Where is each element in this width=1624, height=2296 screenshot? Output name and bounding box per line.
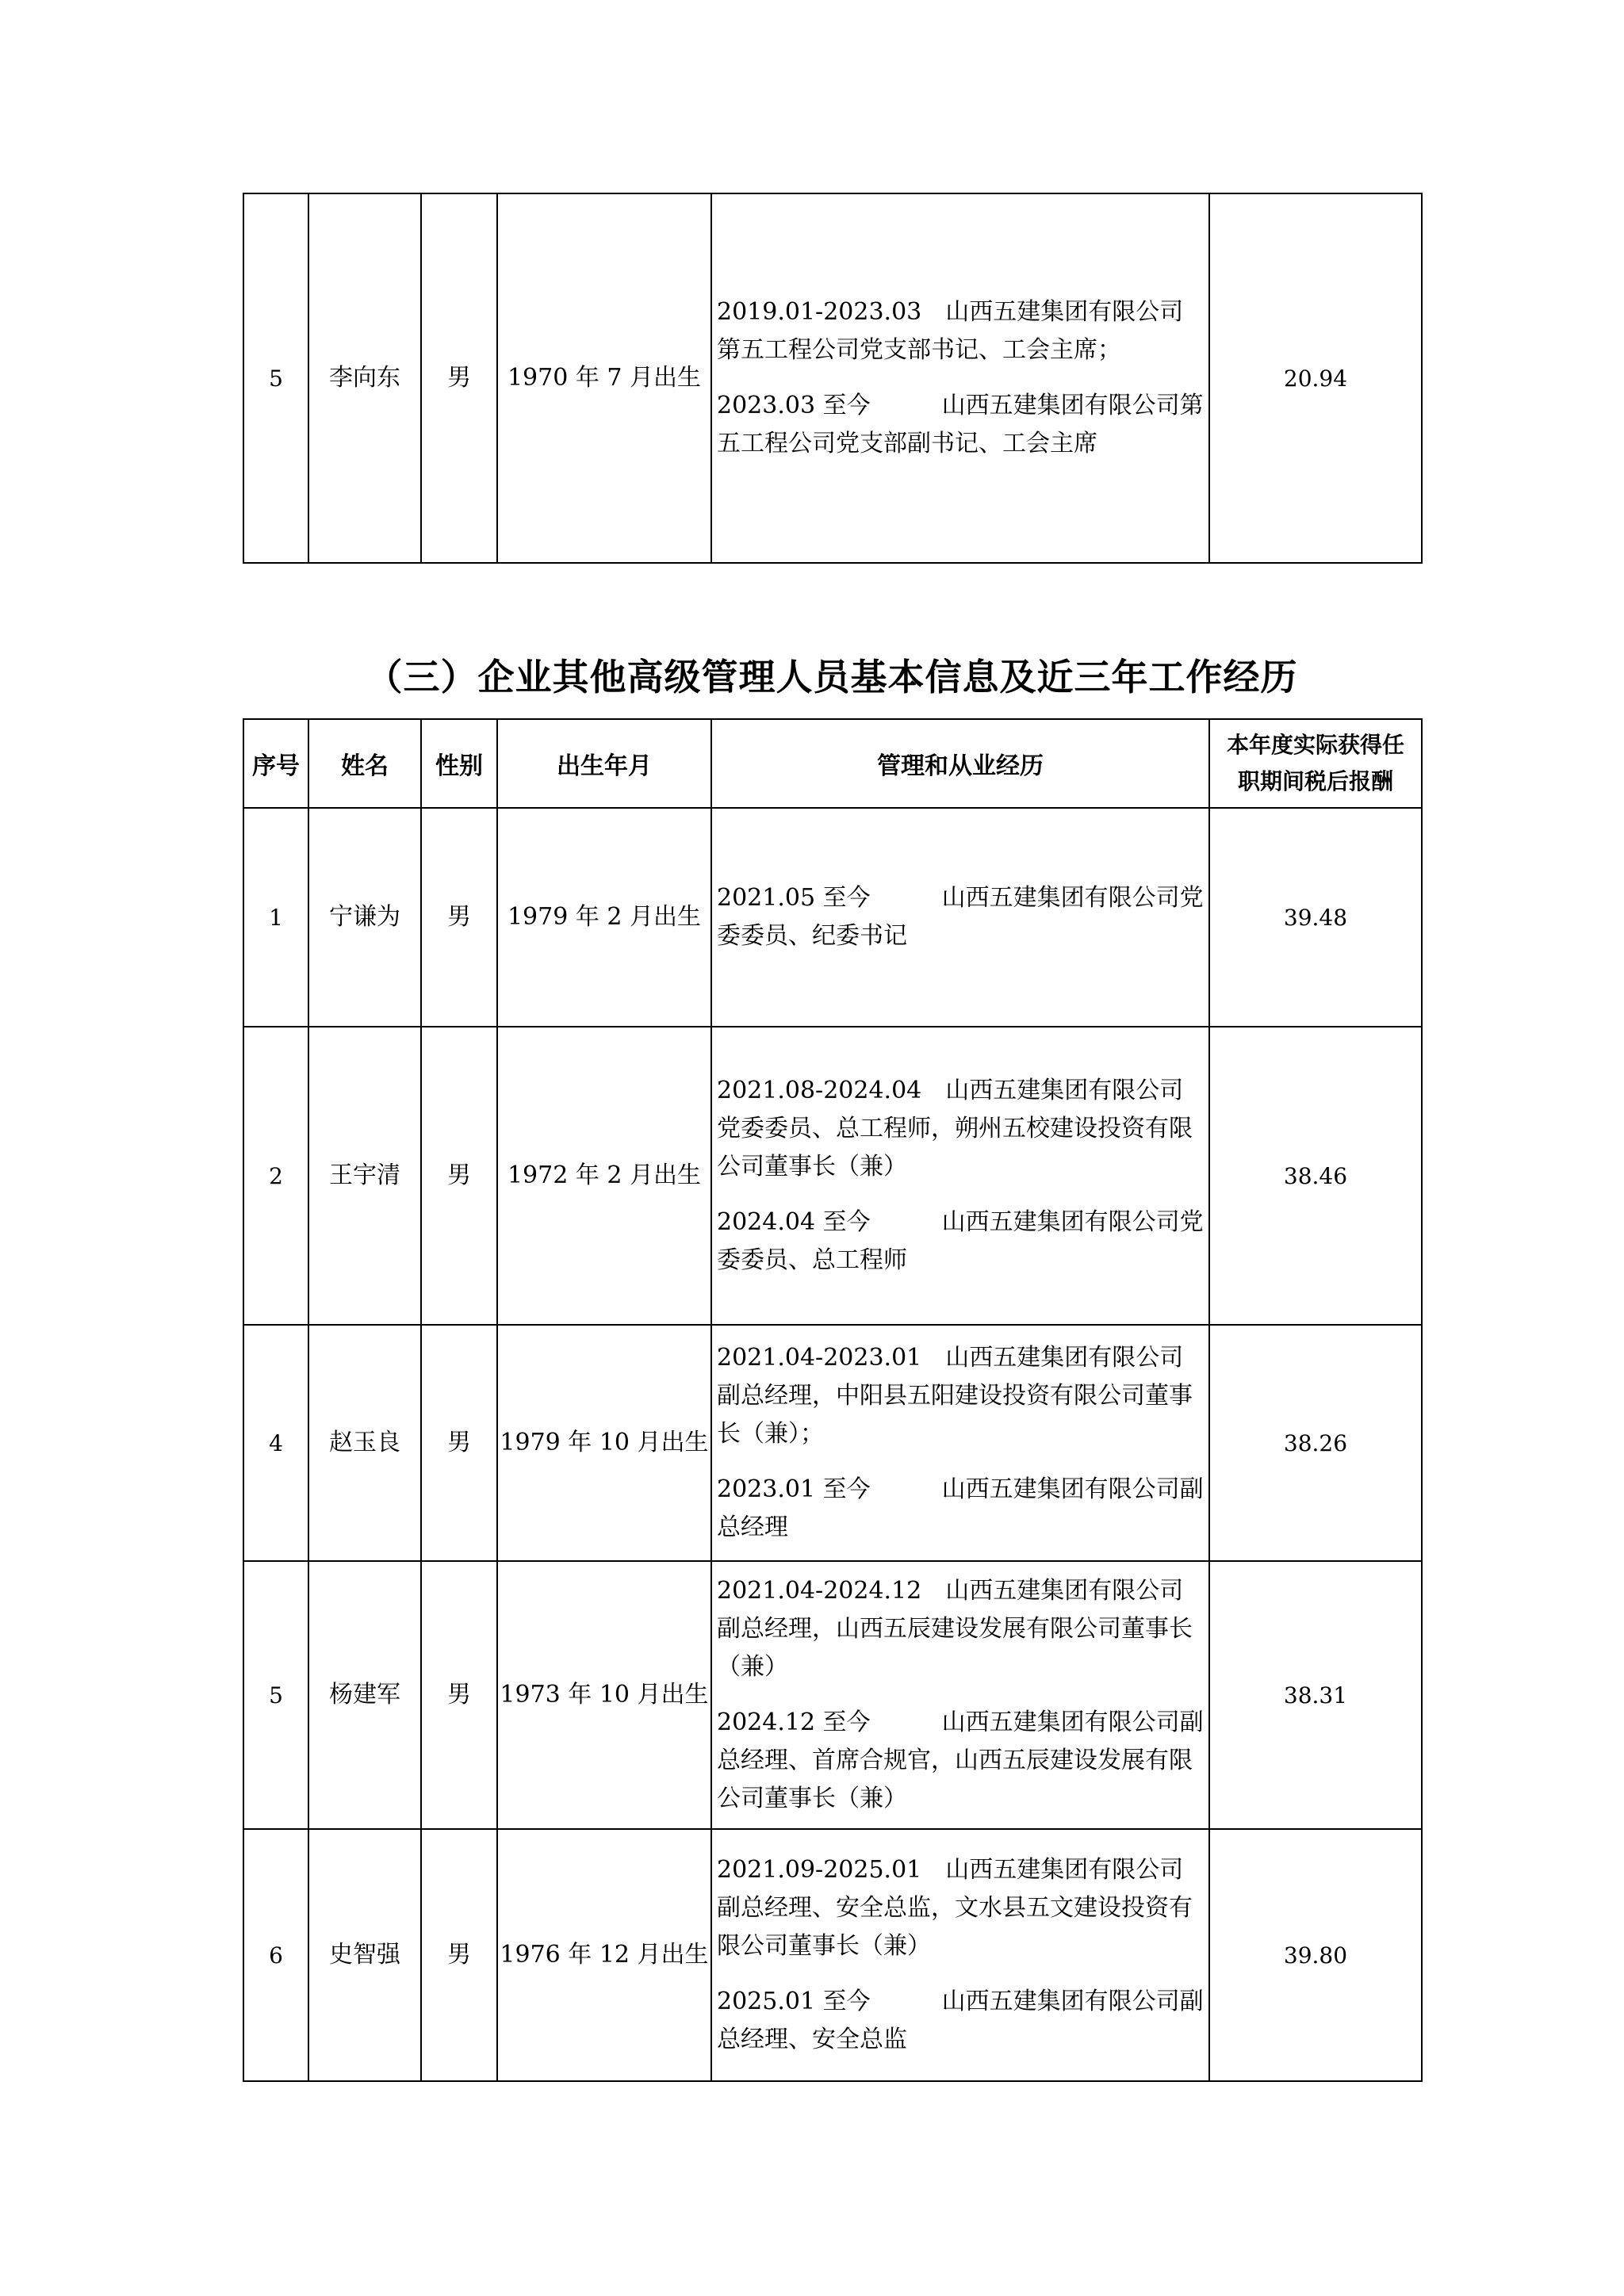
name-cell: 赵玉良: [308, 1325, 421, 1561]
pay-cell: 39.80: [1209, 1829, 1422, 2081]
experience-entry: 2021.04-2024.12 山西五建集团有限公司副总经理，山西五辰建设发展有限公司董事长（兼）: [717, 1577, 1193, 1681]
header-seq: 序号: [243, 719, 308, 808]
gender-cell: 男: [421, 1325, 497, 1561]
experience-entry: 2021.09-2025.01 山西五建集团有限公司副总经理、安全总监，文水县五文建设投资有限公司董事长（兼）: [717, 1856, 1193, 1960]
gender-cell: 男: [421, 1027, 497, 1325]
header-pay: 本年度实际获得任职期间税后报酬: [1209, 719, 1422, 808]
seq-cell: 5: [243, 193, 308, 563]
pay-cell: 38.31: [1209, 1561, 1422, 1829]
gender-cell: 男: [421, 808, 497, 1027]
table-row: [243, 808, 1422, 1027]
experience-entry: 2023.03 至今 山西五建集团有限公司第五工程公司党支部副书记、工会主席: [717, 392, 1204, 457]
experience-entry: 2021.05 至今 山西五建集团有限公司党委委员、纪委书记: [717, 884, 1204, 950]
experience-cell: [711, 1561, 1209, 1829]
table-row: [243, 1325, 1422, 1561]
experience-cell: [711, 1027, 1209, 1325]
seq-cell: 2: [243, 1027, 308, 1325]
section-title: （三）企业其他高级管理人员基本信息及近三年工作经历: [366, 656, 1298, 698]
experience-entry: 2025.01 至今 山西五建集团有限公司副总经理、安全总监: [717, 1988, 1204, 2053]
experience-cell: [711, 1829, 1209, 2081]
experience-entry: 2019.01-2023.03 山西五建集团有限公司第五工程公司党支部书记、工会主席；: [717, 298, 1184, 364]
header-gender: 性别: [421, 719, 497, 808]
name-cell: 杨建军: [308, 1561, 421, 1829]
birth-cell: 1970 年 7 月出生: [497, 193, 711, 563]
experience-cell: [711, 1325, 1209, 1561]
name-cell: 史智强: [308, 1829, 421, 2081]
seq-cell: 4: [243, 1325, 308, 1561]
header-name: 姓名: [308, 719, 421, 808]
birth-cell: 1973 年 10 月出生: [497, 1561, 711, 1829]
gender-cell: 男: [421, 193, 497, 563]
gender-cell: 男: [421, 1561, 497, 1829]
name-cell: 李向东: [308, 193, 421, 563]
table-row: [243, 1561, 1422, 1829]
table-header-row: [243, 719, 1422, 808]
header-birth: 出生年月: [497, 719, 711, 808]
birth-cell: 1976 年 12 月出生: [497, 1829, 711, 2081]
pay-cell: 39.48: [1209, 808, 1422, 1027]
name-cell: 宁谦为: [308, 808, 421, 1027]
seq-cell: 6: [243, 1829, 308, 2081]
previous-table: [243, 193, 1423, 564]
experience-entry: 2023.01 至今 山西五建集团有限公司副总经理: [717, 1475, 1204, 1541]
seq-cell: 5: [243, 1561, 308, 1829]
table-row: [243, 1829, 1422, 2081]
birth-cell: 1979 年 2 月出生: [497, 808, 711, 1027]
experience-entry: 2024.12 至今 山西五建集团有限公司副总经理、首席合规官，山西五辰建设发展有限公司董事长（兼）: [717, 1709, 1204, 1812]
experience-entry: 2021.04-2023.01 山西五建集团有限公司副总经理，中阳县五阳建设投资有限公司董事长（兼）；: [717, 1344, 1193, 1448]
table-row: [243, 193, 1422, 563]
experience-entry: 2024.04 至今 山西五建集团有限公司党委委员、总工程师: [717, 1208, 1204, 1274]
pay-cell: 20.94: [1209, 193, 1422, 563]
birth-cell: 1972 年 2 月出生: [497, 1027, 711, 1325]
experience-cell: [711, 808, 1209, 1027]
pay-cell: 38.26: [1209, 1325, 1422, 1561]
seq-cell: 1: [243, 808, 308, 1027]
name-cell: 王宇清: [308, 1027, 421, 1325]
gender-cell: 男: [421, 1829, 497, 2081]
senior-managers-table: [243, 718, 1423, 2082]
birth-cell: 1979 年 10 月出生: [497, 1325, 711, 1561]
experience-cell: [711, 193, 1209, 563]
pay-cell: 38.46: [1209, 1027, 1422, 1325]
experience-entry: 2021.08-2024.04 山西五建集团有限公司党委委员、总工程师，朔州五校建设投资有限公司董事长（兼）: [717, 1077, 1193, 1181]
table-row: [243, 1027, 1422, 1325]
header-experience: 管理和从业经历: [711, 719, 1209, 808]
